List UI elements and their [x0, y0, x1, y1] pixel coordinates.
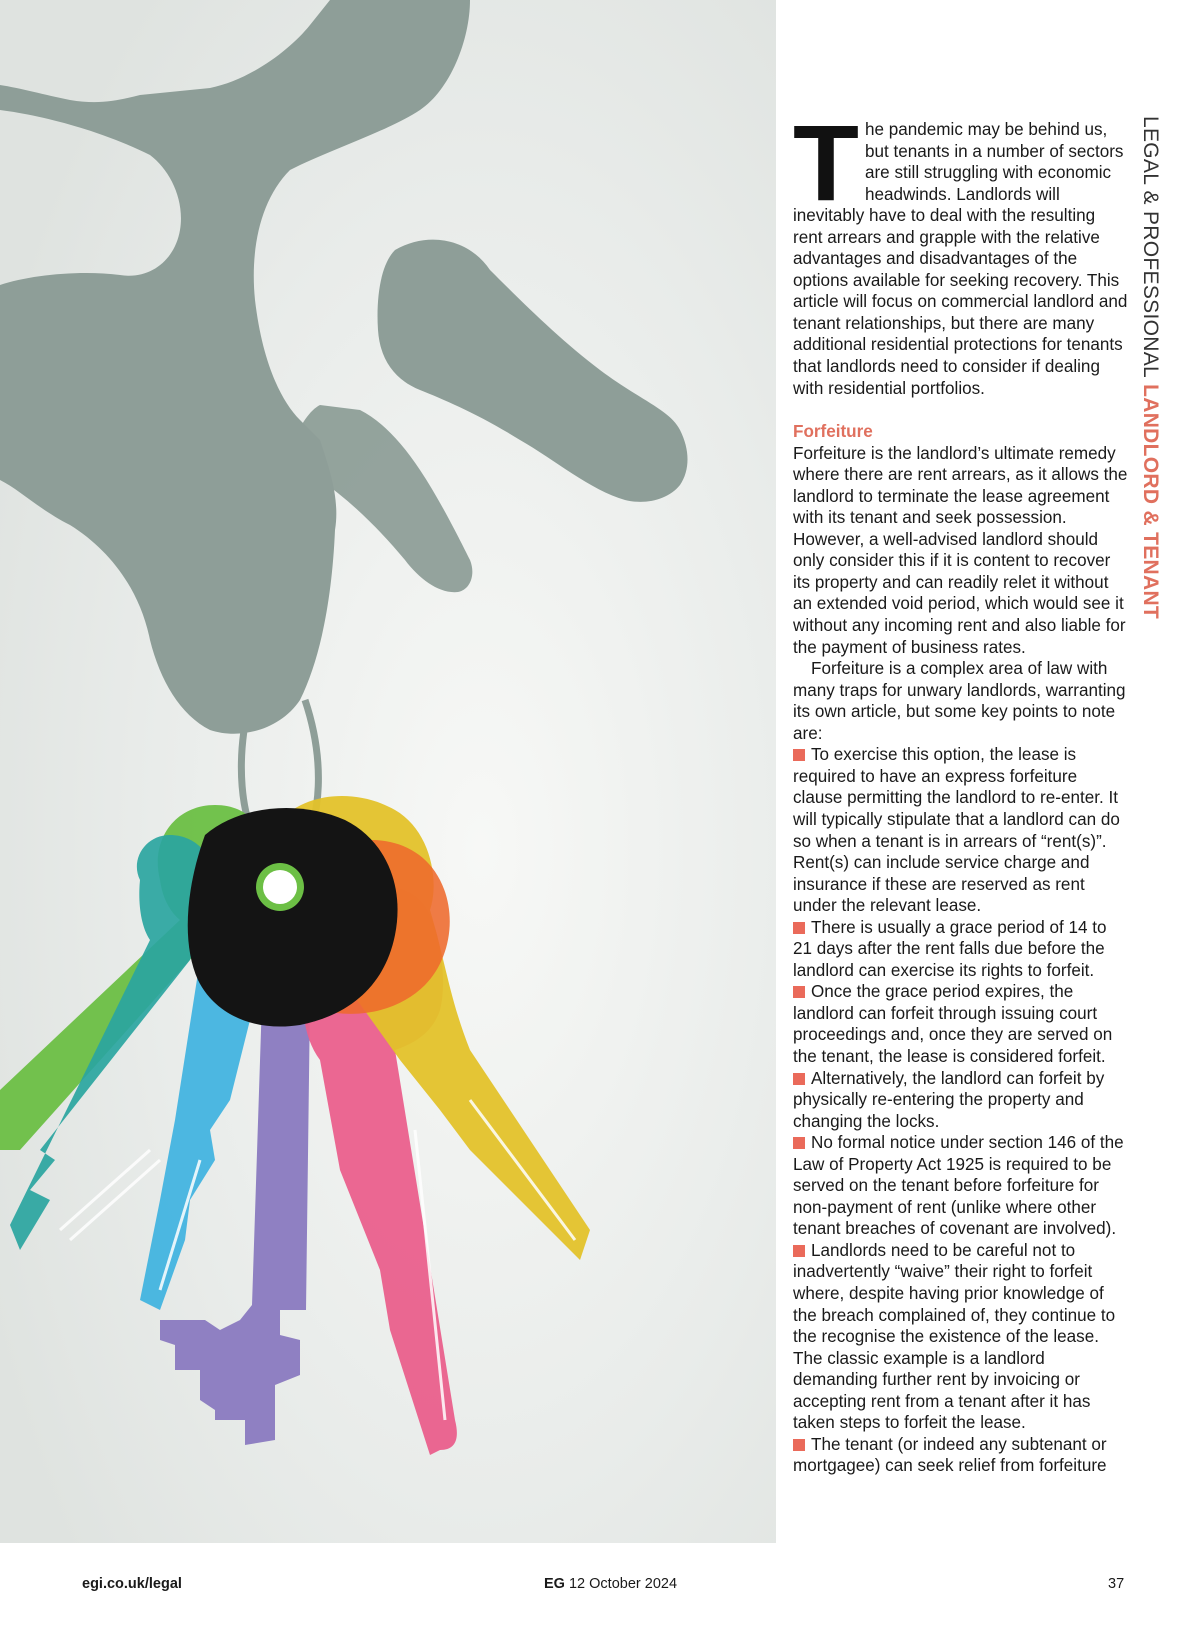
section-subheading: Forfeiture [793, 422, 873, 442]
bullet-square-icon [793, 1439, 805, 1451]
bullet-square-icon [793, 1137, 805, 1149]
bullet-square-icon [793, 986, 805, 998]
bullet-item: Landlords need to be careful not to inadvertently “waive” their right to forfeit where, despite having prior knowledge of the breach complained of, they continue to the recognise the existence of the lease. The classic example is a landlord demanding further rent by invoicing or accepting rent from a tenant after it has taken steps to forfeit the lease. [793, 1240, 1116, 1433]
section-category: LEGAL & PROFESSIONAL [1139, 116, 1162, 378]
bullet-item: There is usually a grace period of 14 to 21 days after the rent falls due before the landlord can exercise its rights to forfeit. [793, 917, 1107, 980]
drop-cap: T [793, 102, 859, 223]
footer-url[interactable]: egi.co.uk/legal [82, 1576, 182, 1592]
bullet-square-icon [793, 1245, 805, 1257]
section-topic: LANDLORD & TENANT [1139, 384, 1162, 620]
bullet-item: The tenant (or indeed any subtenant or mortgagee) can seek relief from forfeiture [793, 1434, 1107, 1476]
key-hole [256, 863, 304, 911]
bullet-item: Once the grace period expires, the landlord can forfeit through issuing court proceedings and, once they are served on the tenant, the lease is considered forfeit. [793, 982, 1113, 1066]
footer-issue [544, 1576, 677, 1592]
intro-paragraph: The pandemic may be behind us, but tenants in a number of sectors are still struggling with economic headwinds. Landlords will inevitably have to deal with the resulting rent arrears and grapple with the relative advantages and disadvantages of the options available for seeking recovery. This article will focus on commercial landlord and tenant relationships, but there are many additional residential protections for tenants that landlords need to consider if dealing with residential portfolios. [793, 102, 1128, 398]
page-number: 37 [1108, 1576, 1125, 1592]
article-body [793, 102, 1129, 1477]
section-tag [1138, 116, 1162, 619]
bullet-item: No formal notice under section 146 of the Law of Property Act 1925 is required to be served on the tenant before forfeiture for non-payment of rent (unlike where other tenant breaches of covenant are involved). [793, 1133, 1124, 1239]
bullet-square-icon [793, 922, 805, 934]
footer-date: 12 October 2024 [568, 1576, 678, 1592]
bullet-item: Alternatively, the landlord can forfeit by physically re-entering the property and changing the locks. [793, 1068, 1105, 1131]
bullet-square-icon [793, 749, 805, 761]
bullet-square-icon [793, 1073, 805, 1085]
footer-publication: EG [544, 1576, 565, 1592]
bullet-item: To exercise this option, the lease is required to have an express forfeiture clause permitting the landlord to re-enter. It will typically stipulate that a landlord can do so when a tenant is in arrears of “rent(s)”. Rent(s) can include service charge and insurance if these are reserved as rent under the relevant lease. [793, 745, 1120, 916]
body-paragraph: Forfeiture is a complex area of law with many traps for unwary landlords, warranting its own article, but some key points to note are: [793, 659, 1126, 743]
body-paragraph: Forfeiture is the landlord’s ultimate remedy where there are rent arrears, as it allows the landlord to terminate the lease agreement with its tenant and seek possession. However, a well-advised landlord should only consider this if it is content to recover its property and can readily relet it without an extended void period, which would see it without any incoming rent and also liable for the payment of business rates. [793, 443, 1128, 657]
